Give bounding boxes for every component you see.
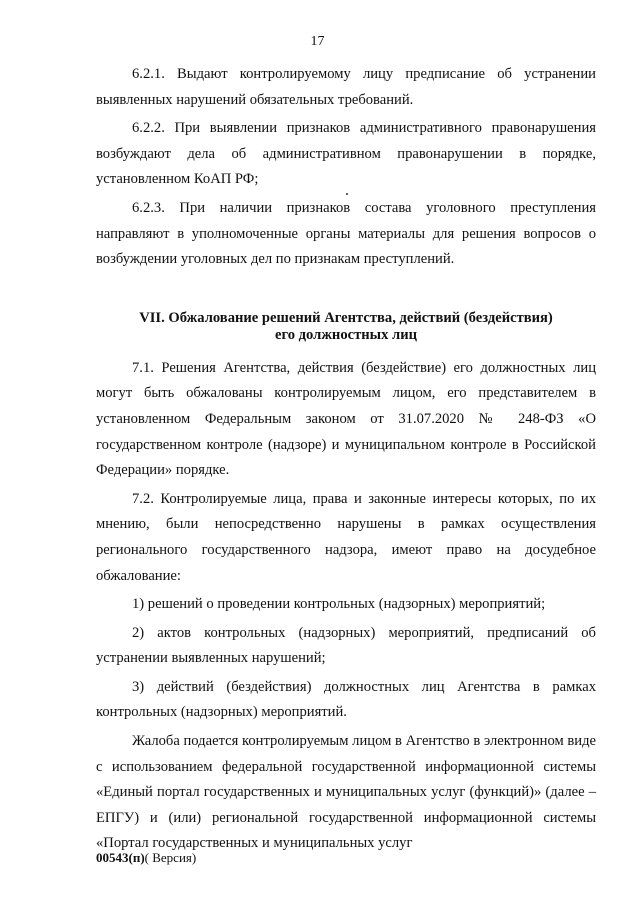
document-code: 00543(п) — [96, 850, 145, 865]
paragraph-6-2-2: 6.2.2. При выявлении признаков административного правонарушения возбуждают дела об административном правонарушении в порядке, установленном КоАП РФ; — [96, 120, 596, 188]
section-heading — [96, 310, 596, 344]
list-item-1: 1) решений о проведении контрольных (надзорных) мероприятий; — [132, 596, 546, 613]
paragraph-6-2-3: 6.2.3. При наличии признаков состава уголовного преступления направляют в уполномоченные органы материалы для решения вопросов о возбуждении уголовных дел по признакам преступлений. — [96, 199, 596, 268]
list-item-3: 3) действий (бездействия) должностных лиц Агентства в рамках контрольных (надзорных) мероприятий. — [96, 678, 596, 721]
paragraph-complaint: Жалоба подается контролируемым лицом в Агентство в электронном виде с использованием федеральной государственной информационной системы «Единый портал государственных и муниципальных услуг (функций)» (далее – ЕПГУ) и (или) региональной государственной информационной системы «Портал государственных и муниципальных услуг — [96, 733, 596, 852]
document-version: ( Версия) — [144, 850, 197, 865]
paragraph-6-2-1: 6.2.1. Выдают контролируемому лицу предписание об устранении выявленных нарушений обязательных требований. — [96, 66, 596, 108]
document-footer — [96, 850, 196, 866]
list-item-2: 2) актов контрольных (надзорных) мероприятий, предписаний об устранении выявленных нарушений; — [96, 624, 596, 667]
document-body — [96, 62, 596, 857]
section-heading-line2: его должностных лиц — [274, 326, 418, 343]
paragraph-7-2: 7.2. Контролируемые лица, права и законные интересы которых, по их мнению, были непосредственно нарушены в рамках осуществления регионального государственного надзора, имеют право на досудебное обжалование: — [96, 490, 596, 584]
paragraph-7-1: 7.1. Решения Агентства, действия (бездействие) его должностных лиц могут быть обжалованы контролируемым лицом, его представителем в установленном Федеральным законом от 31.07.2020 № 248-ФЗ «О государственном контроле (надзоре) и муниципальном контроле в Российской Федерации» порядке. — [96, 359, 596, 479]
section-heading-line1: VII. Обжалование решений Агентства, действий (бездействия) — [139, 309, 553, 326]
page-number: 17 — [310, 34, 325, 49]
scan-speck — [346, 193, 348, 195]
